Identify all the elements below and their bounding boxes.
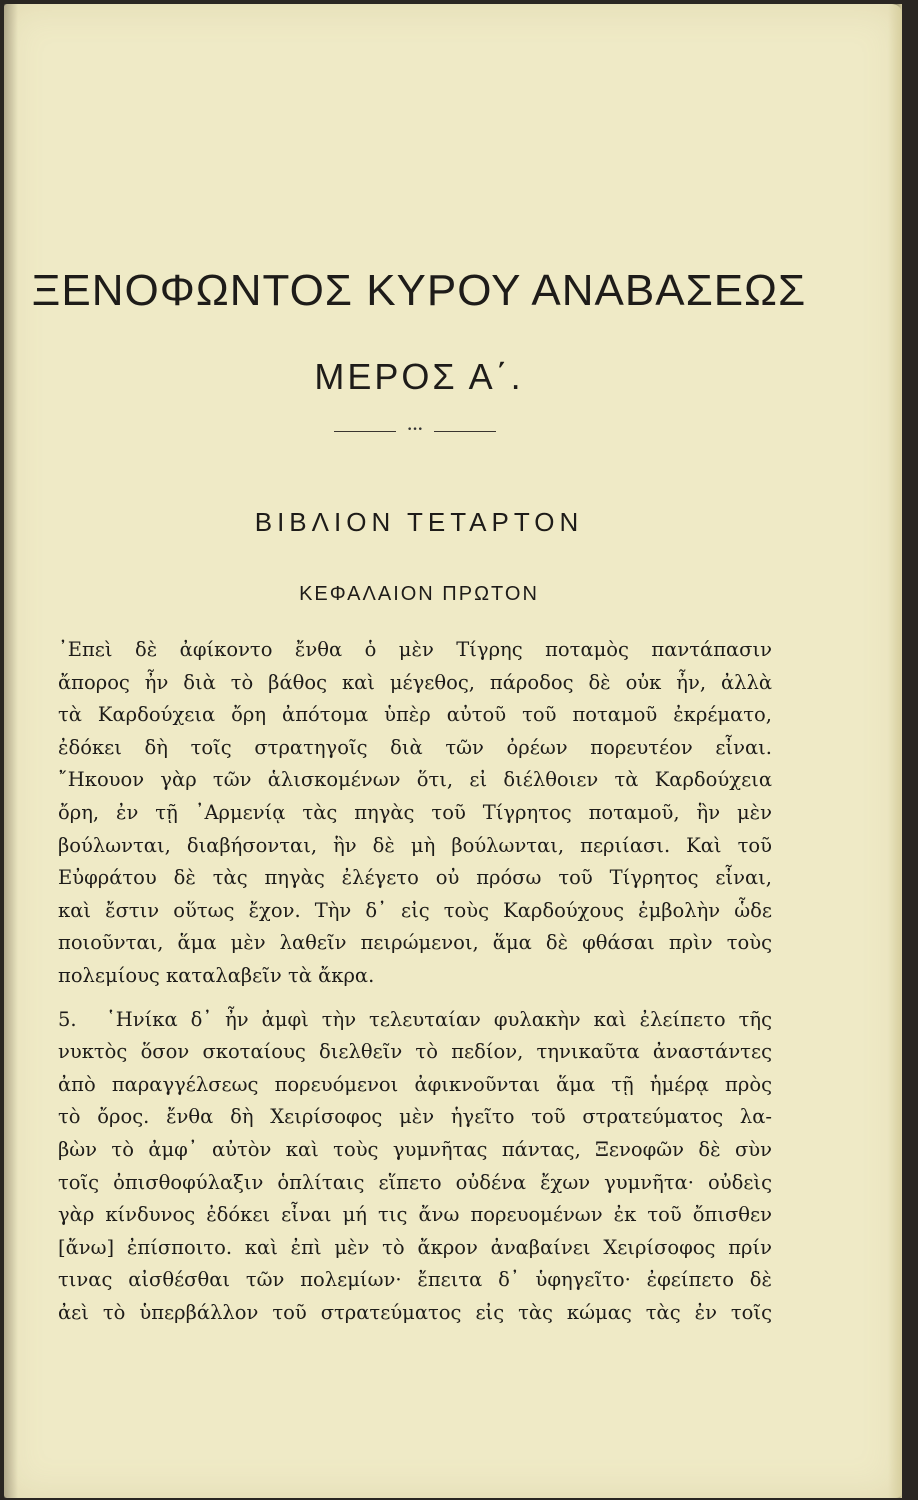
text-line: ἀεὶ τὸ ὑπερβάλλον τοῦ στρατεύματος εἰς τὰς κώμας τὰς ἐν τοῖς bbox=[58, 1300, 772, 1324]
page-edge bbox=[888, 4, 902, 1498]
text-line: βούλωνται, διαβήσονται, ἣν δὲ μὴ βούλωνται, περιίασι. Καὶ τοῦ bbox=[58, 833, 772, 857]
part-heading: ΜΕΡΟΣ Α΄. bbox=[314, 356, 524, 397]
ornament-rule bbox=[334, 425, 496, 435]
text-line: ἄπορος ἦν διὰ τὸ βάθος καὶ μέγεθος, πάροδος δὲ οὐκ ἦν, ἀλλὰ bbox=[58, 670, 772, 694]
text-line: τινας αἰσθέσθαι τῶν πολεμίων· ἔπειτα δ᾿ ὑφηγεῖτο· ἐφείπετο δὲ bbox=[58, 1268, 772, 1292]
text-line: ῎Ηκουον γὰρ τῶν ἁλισκομένων ὅτι, εἰ διέλθοιεν τὰ Καρδούχεια bbox=[58, 768, 772, 792]
text-line: πολεμίους καταλαβεῖν τὰ ἄκρα. bbox=[58, 963, 375, 987]
text-line: τοῖς ὀπισθοφύλαξιν ὁπλίταις εἵπετο οὐδένα ἔχων γυμνῆτα· οὐδεὶς bbox=[58, 1170, 772, 1194]
text-line-first bbox=[58, 1004, 772, 1037]
ornament-dots: ••• bbox=[396, 425, 434, 435]
text-line: ἐδόκει δὴ τοῖς στρατηγοῖς διὰ τῶν ὀρέων πορευτέον εἶναι. bbox=[58, 735, 772, 759]
text-line: ὄρη, ἐν τῇ ᾿Αρμενίᾳ τὰς πηγὰς τοῦ Τίγρητος ποταμοῦ, ἣν μὲν bbox=[58, 800, 772, 824]
text-line: τὸ ὄρος. ἔνθα δὴ Χειρίσοφος μὲν ἡγεῖτο τοῦ στρατεύματος λα- bbox=[58, 1105, 772, 1129]
section-number: 5. bbox=[58, 1007, 77, 1031]
text-line: Εὐφράτου δὲ τὰς πηγὰς ἐλέγετο οὐ πρόσω τοῦ Τίγρητος εἶναι, bbox=[58, 866, 772, 890]
text-line: νυκτὸς ὅσον σκοταίους διελθεῖν τὸ πεδίον, τηνικαῦτα ἀναστάντες bbox=[58, 1040, 772, 1064]
text-line: γὰρ κίνδυνος ἐδόκει εἶναι μή τις ἄνω πορευομένων ἐκ τοῦ ὄπισθεν bbox=[58, 1203, 772, 1227]
text-line: ἀπὸ παραγγέλσεως πορευόμενοι ἀφικνοῦνται ἅμα τῇ ἡμέρᾳ πρὸς bbox=[58, 1072, 772, 1096]
text-line: βὼν τὸ ἀμφ᾿ αὐτὸν καὶ τοὺς γυμνῆτας πάντας, Ξενοφῶν δὲ σὺν bbox=[58, 1137, 772, 1161]
paragraph-2 bbox=[58, 1004, 772, 1330]
book-page bbox=[4, 4, 902, 1498]
text-line: [ἄνω] ἐπίσποιτο. καὶ ἐπὶ μὲν τὸ ἄκρον ἀναβαίνει Χειρίσοφος πρίν bbox=[58, 1235, 772, 1259]
text-line: ποιοῦνται, ἅμα μὲν λαθεῖν πειρώμενοι, ἅμα δὲ φθάσαι πρὶν τοὺς bbox=[58, 931, 772, 955]
chapter-heading: ΚΕΦΑΛΑΙΟΝ ΠΡΩΤΟΝ bbox=[299, 583, 539, 605]
text-line: τὰ Καρδούχεια ὄρη ἀπότομα ὑπὲρ αὐτοῦ τοῦ ποταμοῦ ἐκρέματο, bbox=[58, 703, 772, 727]
text-body bbox=[58, 634, 772, 1329]
work-title: ΞΕΝΟΦΩΝΤΟΣ ΚΥΡΟΥ ΑΝΑΒΑΣΕΩΣ bbox=[31, 266, 807, 315]
book-heading: ΒΙΒΛΙΟΝ ΤΕΤΑΡΤΟΝ bbox=[254, 507, 584, 537]
text-line-first-text: ῾Ηνίκα δ᾿ ἦν ἀμφὶ τὴν τελευταίαν φυλακὴν καὶ ἐλείπετο τῆς bbox=[106, 1007, 772, 1031]
page-spine-shadow bbox=[4, 4, 18, 1498]
text-line: ᾿Επεὶ δὲ ἀφίκοντο ἔνθα ὁ μὲν Τίγρης ποταμὸς παντάπασιν bbox=[58, 638, 772, 661]
text-line: καὶ ἔστιν οὕτως ἔχον. Τὴν δ᾿ εἰς τοὺς Καρδούχους ἐμβολὴν ὧδε bbox=[58, 898, 772, 922]
paragraph-1 bbox=[58, 634, 772, 993]
